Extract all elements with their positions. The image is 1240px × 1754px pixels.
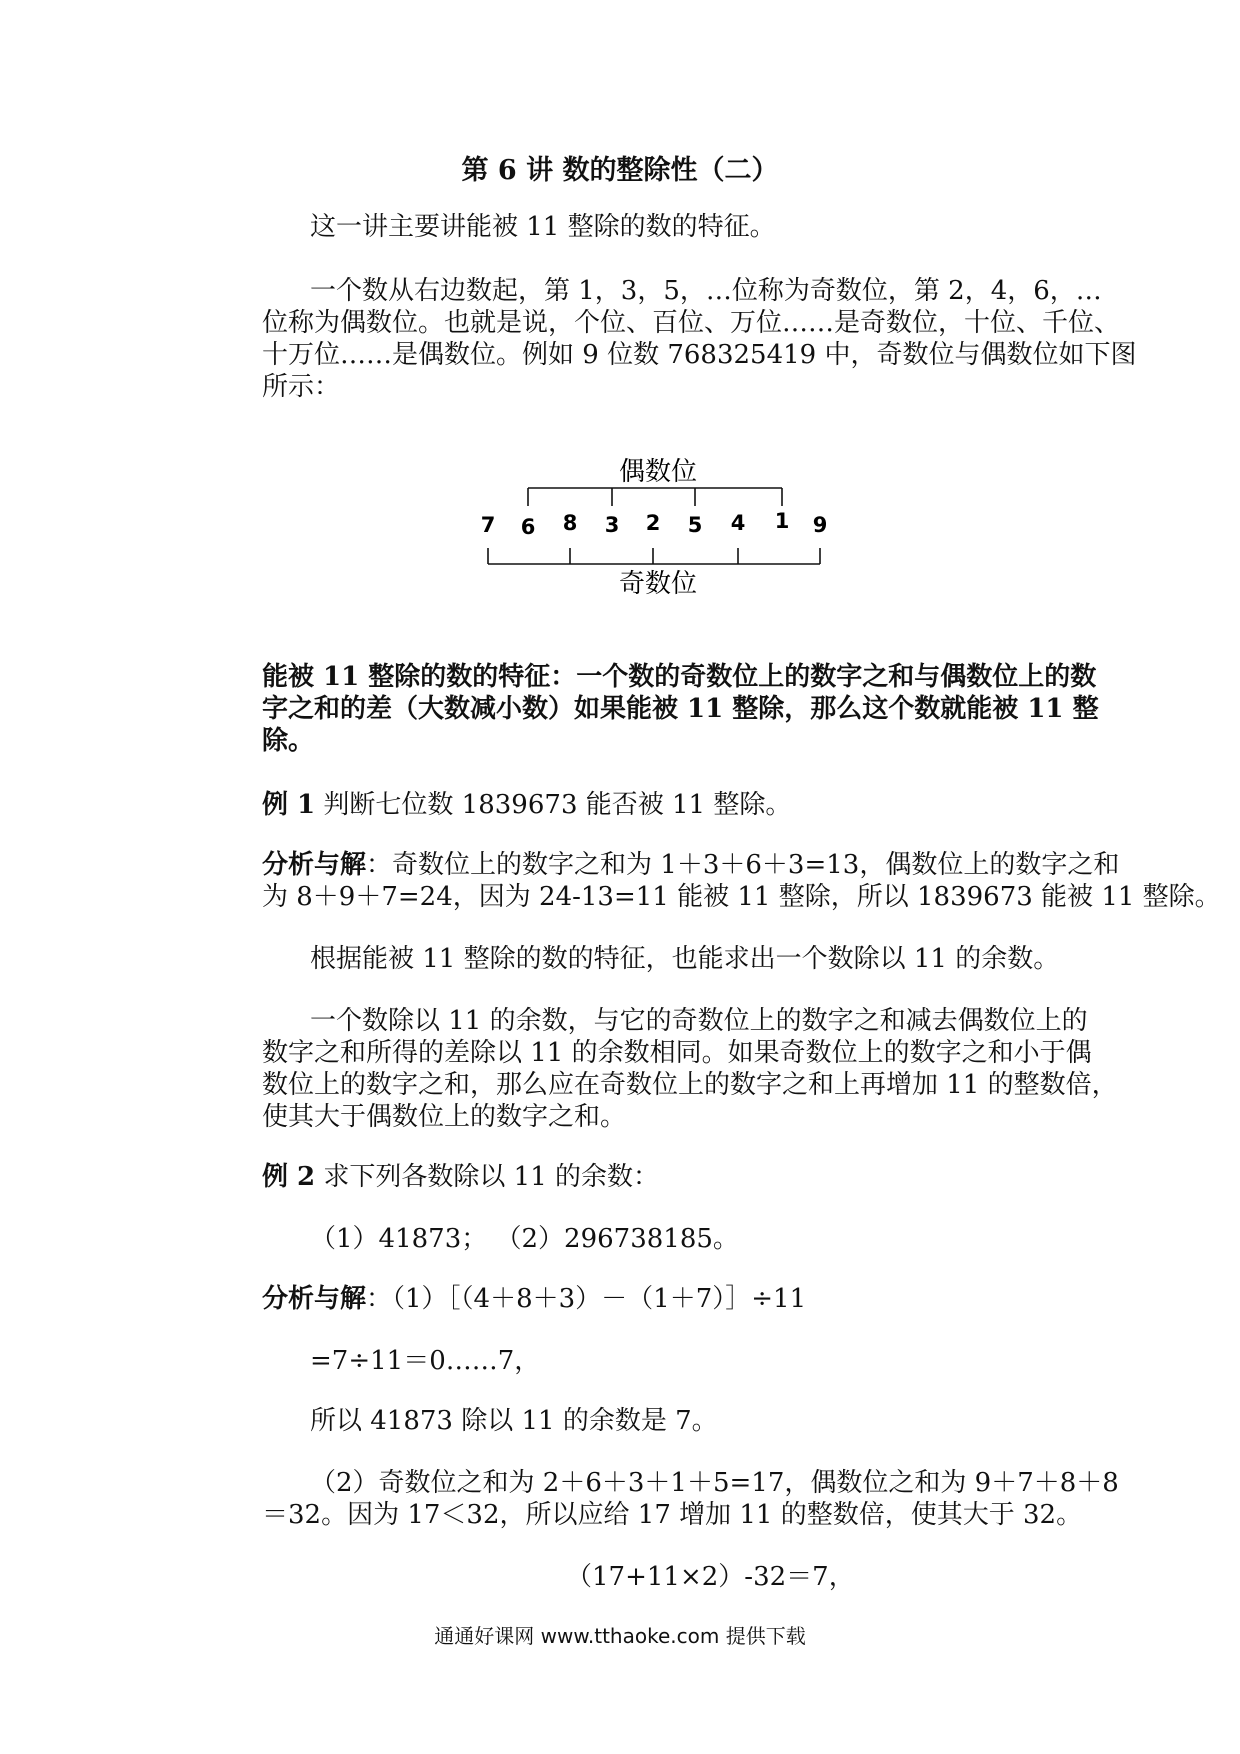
page-title: 第 6 讲 数的整除性（二） xyxy=(461,155,779,186)
odd-positions-label: 奇数位 xyxy=(618,569,698,598)
remainder-rule-line-3: 数位上的数字之和，那么应在奇数位上的数字之和上再增加 11 的整数倍， xyxy=(262,1070,1118,1100)
solution-1-line-1 xyxy=(262,848,1119,882)
digit-1: 7 xyxy=(480,513,496,537)
divisibility-rule-line-3: 除。 xyxy=(262,726,315,756)
solution-2-label: 分析与解 xyxy=(262,1284,367,1314)
odd-bracket xyxy=(488,548,820,564)
definition-line-2: 位称为偶数位。也就是说，个位、百位、万位……是奇数位，十位、千位、 xyxy=(262,308,1121,338)
digit-8: 1 xyxy=(774,509,790,533)
definition-line-4: 所示： xyxy=(262,372,341,402)
example-1-label: 例 1 xyxy=(262,790,316,820)
solution-2-line-1 xyxy=(262,1282,806,1316)
even-bracket xyxy=(528,488,782,506)
digit-5: 2 xyxy=(645,511,661,535)
solution-2-text: ：（1）［（4＋8＋3）－（1＋7）］÷11 xyxy=(366,1284,807,1314)
solution-1-line-2: 为 8＋9＋7=24，因为 24-13=11 能被 11 整除，所以 1839673 能被 11 整除。 xyxy=(262,882,1221,912)
intro-paragraph: 这一讲主要讲能被 11 整除的数的特征。 xyxy=(310,212,776,242)
page-footer: 通通好课网 www.tthaoke.com 提供下载 xyxy=(434,1624,806,1648)
solution-1-label: 分析与解 xyxy=(262,850,367,880)
example-2 xyxy=(262,1160,659,1194)
remainder-rule-line-4: 使其大于偶数位上的数字之和。 xyxy=(262,1102,627,1132)
even-positions-label: 偶数位 xyxy=(618,457,698,487)
example-2-label: 例 2 xyxy=(262,1162,316,1192)
example-1 xyxy=(262,788,791,822)
digit-4: 3 xyxy=(604,513,620,537)
remainder-rule-line-1: 一个数除以 11 的余数，与它的奇数位上的数字之和减去偶数位上的 xyxy=(310,1006,1088,1036)
remainder-intro: 根据能被 11 整除的数的特征，也能求出一个数除以 11 的余数。 xyxy=(310,944,1060,974)
example-2-text: 求下列各数除以 11 的余数： xyxy=(315,1162,660,1192)
solution-2-line-4: （2）奇数位之和为 2＋6＋3＋1＋5=17，偶数位之和为 9＋7＋8＋8 xyxy=(310,1468,1119,1498)
divisibility-rule-line-2: 字之和的差（大数减小数）如果能被 11 整除，那么这个数就能被 11 整 xyxy=(262,694,1099,724)
remainder-rule-line-2: 数字之和所得的差除以 11 的余数相同。如果奇数位上的数字之和小于偶 xyxy=(262,1038,1092,1068)
example-1-text: 判断七位数 1839673 能否被 11 整除。 xyxy=(315,790,792,820)
digit-9: 9 xyxy=(812,513,828,537)
definition-line-1: 一个数从右边数起，第 1，3，5，…位称为奇数位，第 2，4，6，… xyxy=(310,276,1102,306)
solution-2-line-5: ＝32。因为 17＜32，所以应给 17 增加 11 的整数倍，使其大于 32。 xyxy=(262,1500,1083,1530)
solution-2-line-3: 所以 41873 除以 11 的余数是 7。 xyxy=(310,1406,718,1436)
digit-row xyxy=(481,509,828,539)
solution-2-line-2: =7÷11＝0……7， xyxy=(310,1346,541,1376)
definition-line-3: 十万位……是偶数位。例如 9 位数 768325419 中，奇数位与偶数位如下图 xyxy=(262,340,1137,370)
solution-1-text: ：奇数位上的数字之和为 1＋3＋6＋3=13，偶数位上的数字之和 xyxy=(366,850,1120,880)
solution-2-line-6: （17+11×2）-32＝7， xyxy=(566,1562,855,1592)
digit-position-diagram xyxy=(470,448,840,598)
digit-3: 8 xyxy=(562,511,578,535)
example-2-items: （1）41873； （2）296738185。 xyxy=(310,1224,739,1254)
digit-6: 5 xyxy=(687,513,703,537)
divisibility-rule-line-1: 能被 11 整除的数的特征：一个数的奇数位上的数字之和与偶数位上的数 xyxy=(262,662,1097,692)
digit-7: 4 xyxy=(730,511,746,535)
digit-2: 6 xyxy=(520,515,536,539)
